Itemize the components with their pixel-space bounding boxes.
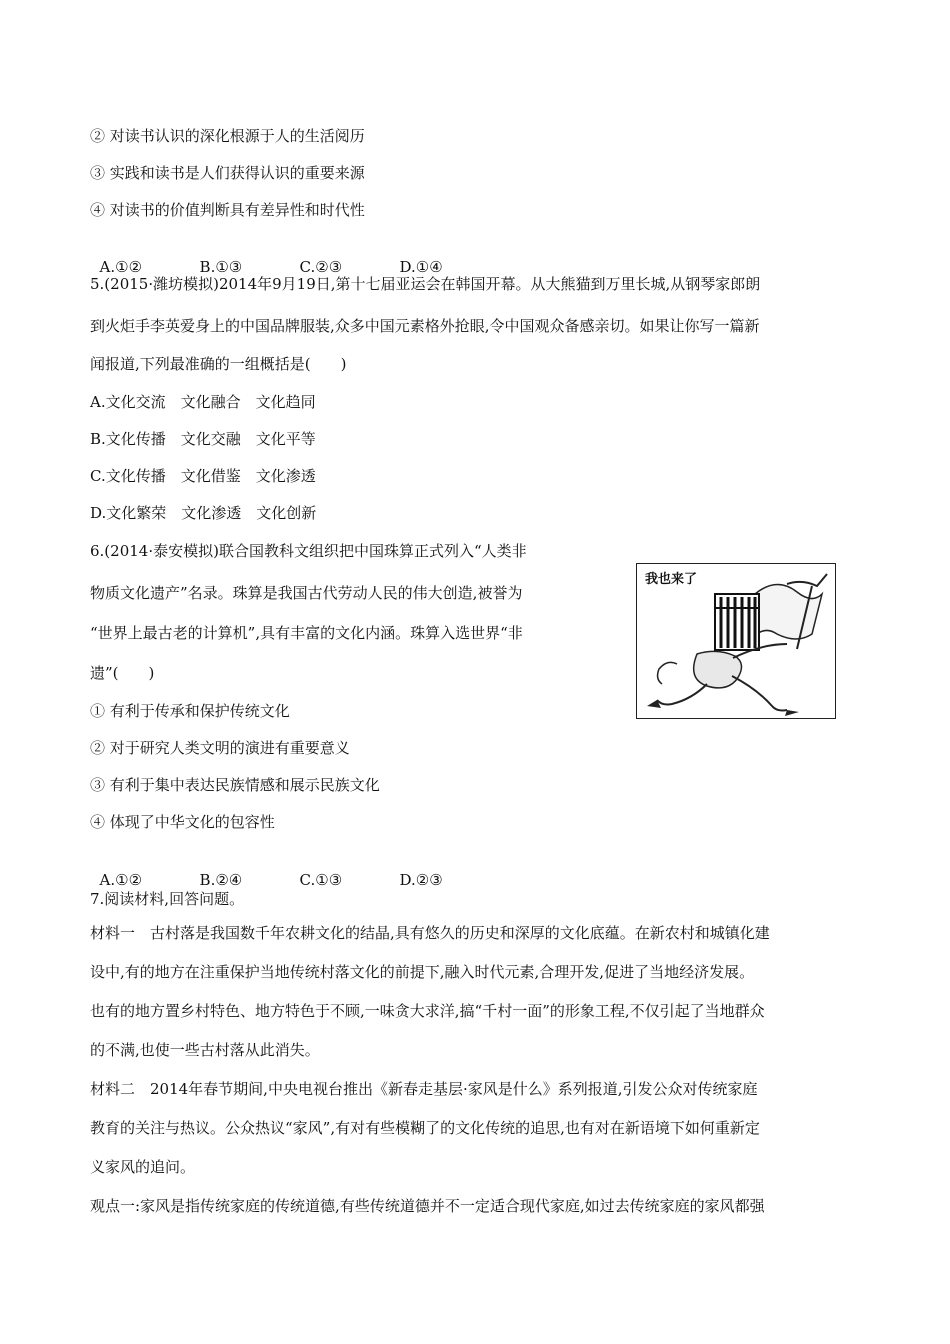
q6-item-1: ① 有利于传承和保护传统文化	[90, 702, 290, 720]
q4-item-3: ③ 实践和读书是人们获得认识的重要来源	[90, 164, 365, 182]
q4-item-2: ② 对读书认识的深化根源于人的生活阅历	[90, 127, 365, 145]
q6-options	[90, 850, 443, 890]
q5-line-3: 闻报道,下列最准确的一组概括是( )	[90, 355, 347, 373]
q7-material1-line-2: 设中,有的地方在注重保护当地传统村落文化的前提下,融入时代元素,合理开发,促进了当地经济发展。	[90, 963, 755, 981]
q6-option-d: D.②③	[399, 871, 443, 889]
q4-options	[90, 237, 443, 277]
abacus-cartoon	[636, 563, 836, 719]
q5-line-1: 5.(2015·潍坊模拟)2014年9月19日,第十七届亚运会在韩国开幕。从大熊猫到万里长城,从钢琴家郎朗	[90, 275, 761, 293]
q6-item-4: ④ 体现了中华文化的包容性	[90, 813, 275, 831]
q7-material1-line-3: 也有的地方置乡村特色、地方特色于不顾,一味贪大求洋,搞“千村一面”的形象工程,不仅引起了当地群众	[90, 1002, 765, 1020]
q7-material2-line-1: 材料二 2014年春节期间,中央电视台推出《新春走基层·家风是什么》系列报道,引发公众对传统家庭	[90, 1080, 758, 1098]
abacus-runner-illustration	[637, 564, 834, 717]
q7-material2-line-3: 义家风的追问。	[90, 1158, 196, 1176]
q4-option-d: D.①④	[399, 258, 443, 276]
q6-line-3: “世界上最古老的计算机”,具有丰富的文化内涵。珠算入选世界“非	[90, 624, 523, 642]
q7-material1-line-1: 材料一 古村落是我国数千年农耕文化的结晶,具有悠久的历史和深厚的文化底蕴。在新农村和城镇化建	[90, 924, 770, 942]
q7-material1-line-4: 的不满,也使一些古村落从此消失。	[90, 1041, 320, 1059]
q4-option-a: A.①②	[99, 258, 143, 276]
q6-line-1: 6.(2014·泰安模拟)联合国教科文组织把中国珠算正式列入“人类非	[90, 542, 527, 560]
q6-option-c: C.①③	[299, 871, 343, 889]
q7-material2-line-2: 教育的关注与热议。公众热议“家风”,有对有些模糊了的文化传统的追思,也有对在新语境下如何重新定	[90, 1119, 760, 1137]
q5-option-d: D.文化繁荣 文化渗透 文化创新	[90, 504, 317, 522]
q7-stem: 7.阅读材料,回答问题。	[90, 890, 245, 908]
cartoon-caption: 我也来了	[645, 572, 698, 587]
q4-option-c: C.②③	[299, 258, 343, 276]
q6-line-2: 物质文化遗产”名录。珠算是我国古代劳动人民的伟大创造,被誉为	[90, 584, 523, 602]
q7-viewpoint-1: 观点一:家风是指传统家庭的传统道德,有些传统道德并不一定适合现代家庭,如过去传统家庭的家风都强	[90, 1197, 765, 1215]
q6-option-a: A.①②	[99, 871, 143, 889]
q6-line-4: 遗”( )	[90, 664, 155, 682]
q6-item-2: ② 对于研究人类文明的演进有重要意义	[90, 739, 350, 757]
q5-option-b: B.文化传播 文化交融 文化平等	[90, 430, 316, 448]
q5-option-a: A.文化交流 文化融合 文化趋同	[90, 393, 316, 411]
q6-item-3: ③ 有利于集中表达民族情感和展示民族文化	[90, 776, 380, 794]
q6-option-b: B.②④	[199, 871, 243, 889]
q5-option-c: C.文化传播 文化借鉴 文化渗透	[90, 467, 316, 485]
q4-option-b: B.①③	[199, 258, 243, 276]
q4-item-4: ④ 对读书的价值判断具有差异性和时代性	[90, 201, 365, 219]
q5-line-2: 到火炬手李英爱身上的中国品牌服装,众多中国元素格外抢眼,令中国观众备感亲切。如果让你写一篇新	[90, 317, 760, 335]
